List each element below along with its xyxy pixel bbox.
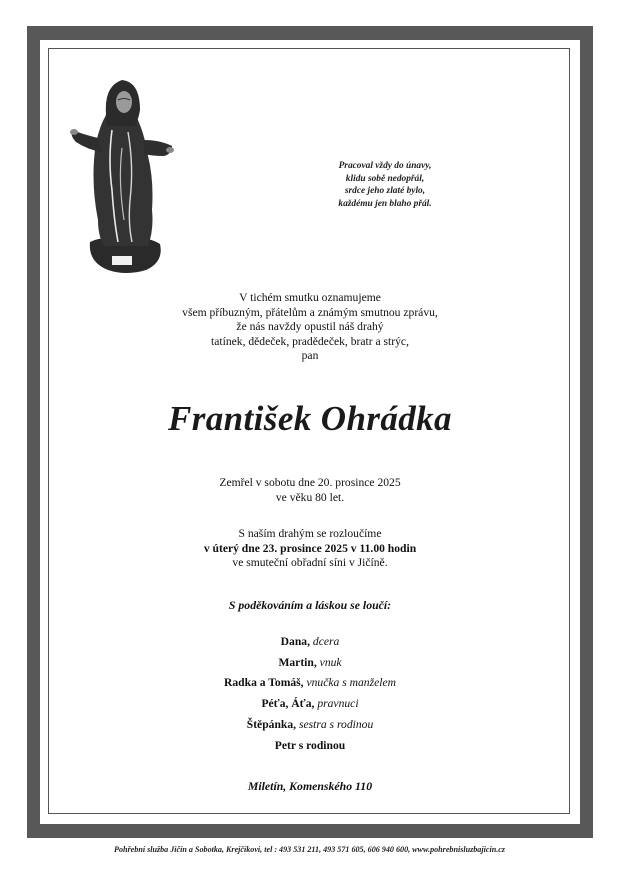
mourner-name: Petr s rodinou <box>274 738 346 752</box>
mourner-name: Radka a Tomáš, <box>224 676 304 690</box>
poem-line: Pracoval vždy do únavy, <box>338 161 432 171</box>
family-address: Miletín, Komenského 110 <box>247 779 373 793</box>
mourner-name: Martin, <box>278 655 317 669</box>
poem-line: klidu sobě nedopřál, <box>345 173 425 184</box>
mourner-row <box>110 736 510 757</box>
death-age: ve věku 80 let. <box>275 490 345 504</box>
funeral-datetime: v úterý dne 23. prosince 2025 v 11.00 hodin <box>203 541 417 555</box>
mourner-name: Štěpánka, <box>246 717 297 731</box>
mourner-relation: pravnuci <box>317 697 359 711</box>
mourner-relation: vnuk <box>319 655 342 669</box>
poem-line: každému jen blaho přál. <box>338 198 432 209</box>
memorial-poem <box>300 160 470 210</box>
mourner-row <box>110 673 510 694</box>
farewell-heading: S poděkováním a láskou se loučí: <box>228 598 392 612</box>
mourner-name: Dana, <box>280 635 310 648</box>
mourner-relation: vnučka s manželem <box>306 676 396 690</box>
poem-line: srdce jeho zlaté bylo, <box>344 186 426 196</box>
announcement-text <box>130 291 490 364</box>
funeral-location: ve smuteční obřadní síni v Jičíně. <box>232 556 388 570</box>
mourner-relation: sestra s rodinou <box>298 717 374 731</box>
announcement-line: pan <box>301 349 319 363</box>
death-details <box>150 476 470 505</box>
funeral-service-footer: Pohřební služba Jičín a Sobotka, Krejčíkovi, tel : 493 531 211, 493 571 605, 606 940 600, www.pohrebnisluzbajicin.cz <box>114 845 505 854</box>
announcement-line: V tichém smutku oznamujeme <box>239 291 381 304</box>
deceased-name: František Ohrádka <box>168 399 452 438</box>
mourner-relation: dcera <box>312 635 340 648</box>
funeral-intro: S naším drahým se rozloučíme <box>238 527 382 540</box>
mourner-row <box>110 694 510 715</box>
announcement-line: všem příbuzným, přátelům a známým smutnou zprávu, <box>182 305 438 319</box>
mourner-row <box>110 715 510 736</box>
mourner-row <box>110 653 510 674</box>
funeral-details <box>130 527 490 571</box>
death-date: Zemřel v sobotu dne 20. prosince 2025 <box>219 476 401 489</box>
mourner-row <box>110 632 510 653</box>
announcement-line: že nás navždy opustil náš drahý <box>236 320 384 334</box>
mourners-list <box>110 632 510 756</box>
mourner-name: Péťa, Áťa, <box>261 697 315 711</box>
announcement-line: tatínek, dědeček, pradědeček, bratr a strýc, <box>211 334 409 348</box>
madonna-statue-icon <box>68 70 176 280</box>
